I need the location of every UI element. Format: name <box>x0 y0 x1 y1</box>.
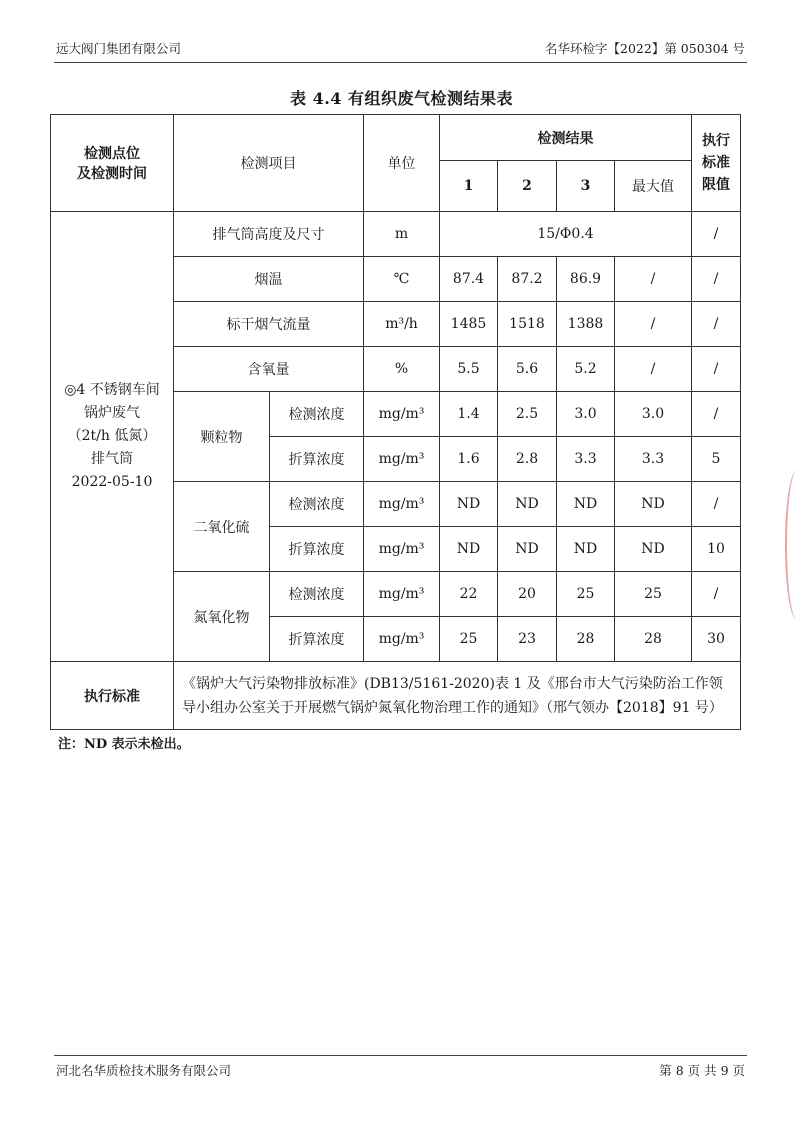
row-r3: 3.0 <box>557 392 615 437</box>
row-unit: m <box>364 212 440 257</box>
row-unit: mg/m³ <box>364 617 440 662</box>
row-item: 含氧量 <box>174 347 364 392</box>
row-r3: 86.9 <box>557 257 615 302</box>
row-max: 3.3 <box>615 437 692 482</box>
row-r1: 25 <box>440 617 498 662</box>
header-report-number: 名华环检字【2022】第 050304 号 <box>545 41 745 56</box>
row-max: ND <box>615 527 692 572</box>
row-r2: 20 <box>498 572 557 617</box>
row-unit: ℃ <box>364 257 440 302</box>
row-limit: 5 <box>692 437 741 482</box>
row-r1: 1485 <box>440 302 498 347</box>
table-note: 注：ND 表示未检出。 <box>58 737 190 752</box>
row-limit: / <box>692 482 741 527</box>
row-unit: mg/m³ <box>364 482 440 527</box>
row-item: 检测浓度 <box>270 572 364 617</box>
row-limit: / <box>692 572 741 617</box>
row-r2: 5.6 <box>498 347 557 392</box>
row-limit: / <box>692 257 741 302</box>
standard-row <box>51 662 741 730</box>
header-point: 检测点位 及检测时间 <box>51 115 174 212</box>
row-max: ND <box>615 482 692 527</box>
row-item: 折算浓度 <box>270 437 364 482</box>
row-unit: mg/m³ <box>364 437 440 482</box>
table-row <box>51 212 741 257</box>
row-r2: 2.8 <box>498 437 557 482</box>
row-r1: ND <box>440 482 498 527</box>
row-unit: % <box>364 347 440 392</box>
row-max: 25 <box>615 572 692 617</box>
row-max: / <box>615 257 692 302</box>
footer-page-number: 第 8 页 共 9 页 <box>659 1063 745 1078</box>
row-r2: ND <box>498 527 557 572</box>
row-group: 颗粒物 <box>174 392 270 482</box>
header-result-2: 2 <box>498 161 557 212</box>
header-max: 最大值 <box>615 161 692 212</box>
row-r1: 22 <box>440 572 498 617</box>
row-r1: 87.4 <box>440 257 498 302</box>
header-item: 检测项目 <box>174 115 364 212</box>
row-r3: 1388 <box>557 302 615 347</box>
row-group: 二氧化硫 <box>174 482 270 572</box>
row-unit: mg/m³ <box>364 572 440 617</box>
row-r1: ND <box>440 527 498 572</box>
row-item: 检测浓度 <box>270 392 364 437</box>
table-title: 表 4.4 有组织废气检测结果表 <box>290 89 513 108</box>
header-results: 检测结果 <box>440 115 692 161</box>
row-limit: 10 <box>692 527 741 572</box>
row-r1: 5.5 <box>440 347 498 392</box>
header-company: 远大阀门集团有限公司 <box>56 41 182 56</box>
row-max: 3.0 <box>615 392 692 437</box>
row-r2: ND <box>498 482 557 527</box>
row-r2: 1518 <box>498 302 557 347</box>
row-item: 折算浓度 <box>270 617 364 662</box>
row-item: 标干烟气流量 <box>174 302 364 347</box>
row-max: / <box>615 302 692 347</box>
row-limit: / <box>692 212 741 257</box>
header-result-1: 1 <box>440 161 498 212</box>
row-unit: mg/m³ <box>364 392 440 437</box>
row-limit: / <box>692 347 741 392</box>
row-r2: 23 <box>498 617 557 662</box>
row-item: 折算浓度 <box>270 527 364 572</box>
sampling-point: ◎4 不锈钢车间 锅炉废气 （2t/h 低氮） 排气筒 2022-05-10 <box>51 212 174 662</box>
results-table <box>50 114 741 730</box>
header-limit: 执行 标准 限值 <box>692 115 741 212</box>
row-max: / <box>615 347 692 392</box>
row-item: 排气筒高度及尺寸 <box>174 212 364 257</box>
row-max: 28 <box>615 617 692 662</box>
row-group: 氮氧化物 <box>174 572 270 662</box>
row-r2: 87.2 <box>498 257 557 302</box>
row-r3: 28 <box>557 617 615 662</box>
page-header <box>54 38 747 63</box>
row-item: 检测浓度 <box>270 482 364 527</box>
footer-company: 河北名华质检技术服务有限公司 <box>56 1063 232 1078</box>
row-merged-value: 15/Φ0.4 <box>440 212 692 257</box>
row-limit: / <box>692 302 741 347</box>
row-r2: 2.5 <box>498 392 557 437</box>
row-r3: 5.2 <box>557 347 615 392</box>
page-footer <box>54 1055 747 1078</box>
red-seal-stamp <box>785 470 803 620</box>
row-r3: 3.3 <box>557 437 615 482</box>
row-item: 烟温 <box>174 257 364 302</box>
row-unit: m³/h <box>364 302 440 347</box>
row-limit: / <box>692 392 741 437</box>
row-r1: 1.6 <box>440 437 498 482</box>
row-r1: 1.4 <box>440 392 498 437</box>
row-r3: 25 <box>557 572 615 617</box>
header-result-3: 3 <box>557 161 615 212</box>
standard-label: 执行标准 <box>51 662 174 730</box>
row-r3: ND <box>557 527 615 572</box>
standard-text: 《锅炉大气污染物排放标准》(DB13/5161-2020)表 1 及《邢台市大气污染防治工作领导小组办公室关于开展燃气锅炉氮氧化物治理工作的通知》（邢气领办【2018】91 号） <box>174 662 741 730</box>
header-row-1 <box>51 115 741 161</box>
row-unit: mg/m³ <box>364 527 440 572</box>
row-limit: 30 <box>692 617 741 662</box>
row-r3: ND <box>557 482 615 527</box>
header-unit: 单位 <box>364 115 440 212</box>
